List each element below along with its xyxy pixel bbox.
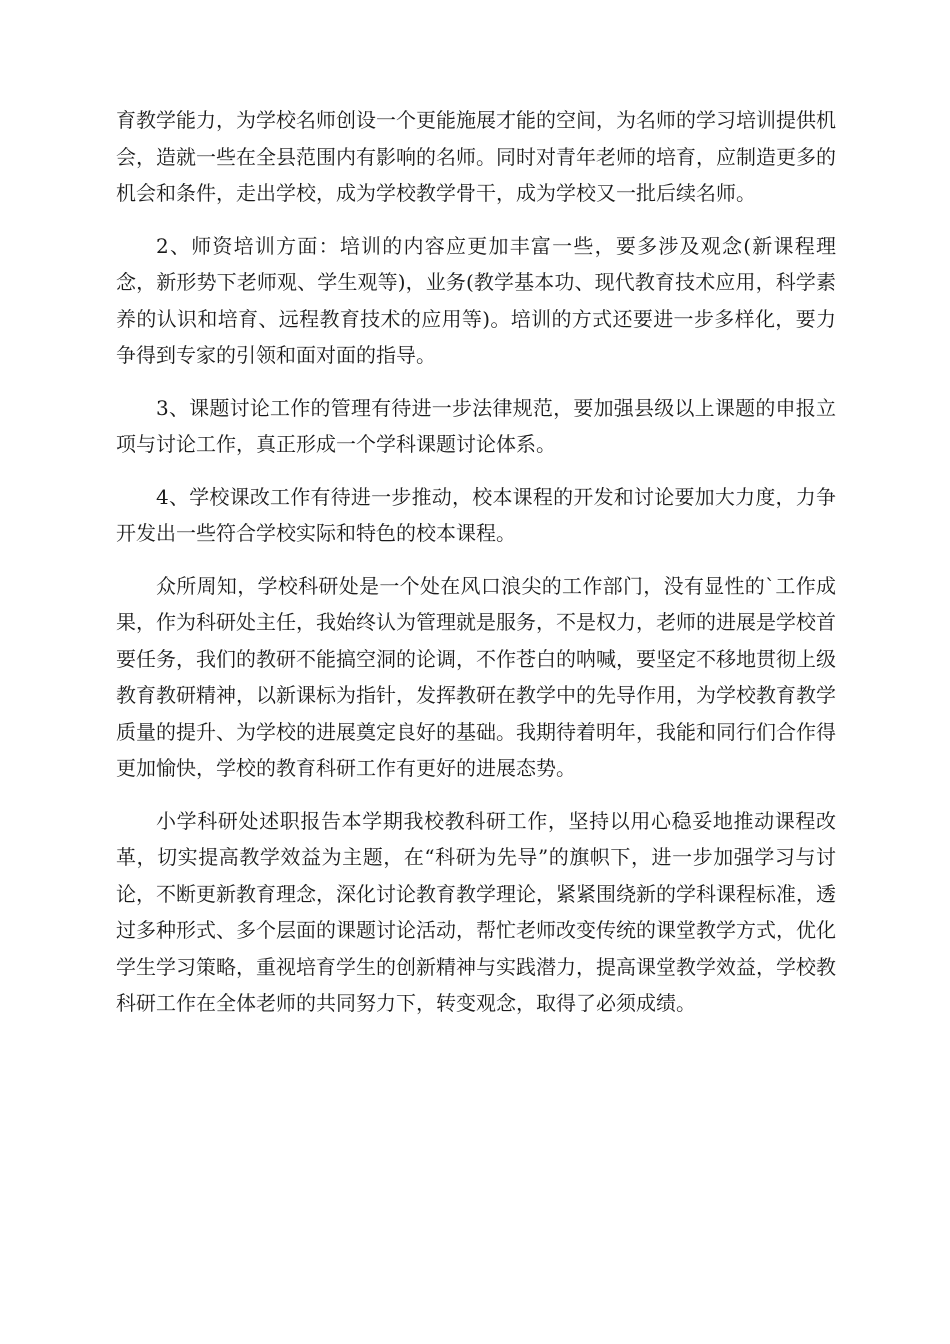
paragraph-research-management: 3、课题讨论工作的管理有待进一步法律规范，要加强县级以上课题的申报立项与讨论工作，真正形成一个学科课题讨论体系。 [116, 395, 836, 456]
paragraph-teacher-training: 2、师资培训方面：培训的内容应更加丰富一些，要多涉及观念(新课程理念，新形势下老师观、学生观等)，业务(教学基本功、现代教育技术应用，科学素养的认识和培育、远程教育技术的应用等)。培训的方式还要进一步多样化，要力争得到专家的引领和面对面的指导。 [116, 233, 836, 367]
paragraph-continuation: 育教学能力，为学校名师创设一个更能施展才能的空间，为名师的学习培训提供机会，造就一些在全县范围内有影响的名师。同时对青年老师的培育，应制造更多的机会和条件，走出学校，成为学校教学骨干，成为学校又一批后续名师。 [116, 108, 836, 205]
paragraph-curriculum-reform: 4、学校课改工作有待进一步推动，校本课程的开发和讨论要加大力度，力争开发出一些符合学校实际和特色的校本课程。 [116, 484, 836, 545]
paragraph-research-office: 众所周知，学校科研处是一个处在风口浪尖的工作部门，没有显性的`工作成果，作为科研处主任，我始终认为管理就是服务，不是权力，老师的进展是学校首要任务，我们的教研不能搞空洞的论调，不作苍白的呐喊，要坚定不移地贯彻上级教育教研精神，以新课标为指针，发挥教研在教学中的先导作用，为学校教育教学质量的提升、为学校的进展奠定良好的基础。我期待着明年，我能和同行们合作得更加愉快，学校的教育科研工作有更好的进展态势。 [116, 573, 836, 780]
document-body [116, 102, 836, 1038]
paragraph-report-summary: 小学科研处述职报告本学期我校教科研工作，坚持以用心稳妥地推动课程改革，切实提高教学效益为主题，在“科研为先导”的旗帜下，进一步加强学习与讨论，不断更新教育理念，深化讨论教育教学理论，紧紧围绕新的学科课程标准，透过多种形式、多个层面的课题讨论活动，帮忙老师改变传统的课堂教学方式，优化学生学习策略，重视培育学生的创新精神与实践潜力，提高课堂教学效益，学校教科研工作在全体老师的共同努力下，转变观念，取得了必须成绩。 [116, 808, 836, 1015]
